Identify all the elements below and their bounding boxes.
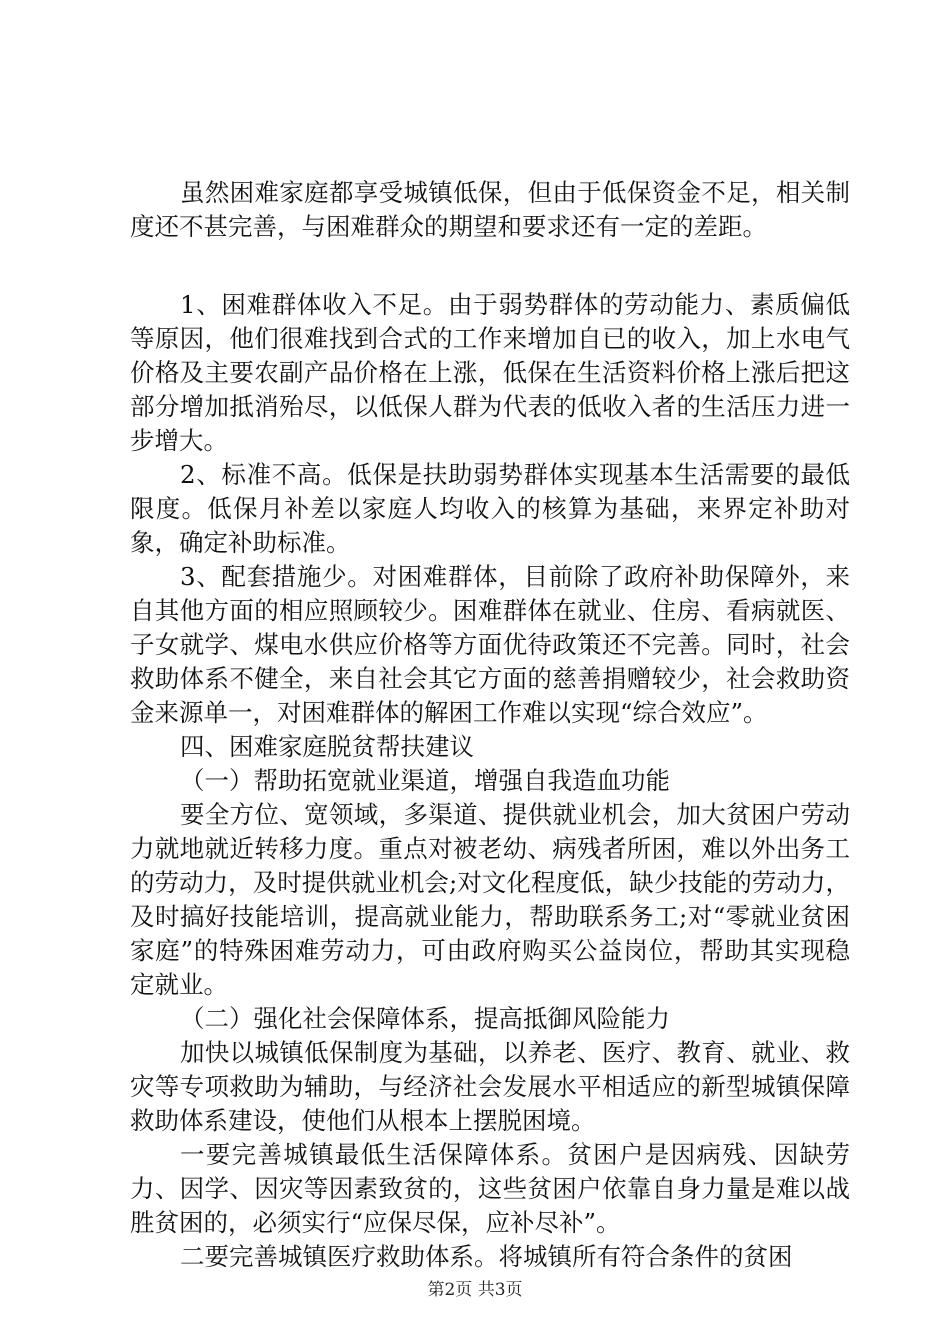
paragraph-minimum-living: 一要完善城镇最低生活保障体系。贫困户是因病残、因缺劳力、因学、因灾等因素致贫的，这些贫困户依靠自身力量是难以战胜贫困的，必须实行“应保尽保，应补尽补”。 <box>130 1140 850 1237</box>
subheading-2: （二）强化社会保障体系，提高抵御风险能力 <box>180 1004 670 1033</box>
paragraph-employment: 要全方位、宽领域，多渠道、提供就业机会，加大贫困户劳动力就地就近转移力度。重点对被老幼、病残者所困，难以外出务工的劳动力，及时提供就业机会;对文化程度低，缺少技能的劳动力，及时搞好技能培训，提高就业能力，帮助联系务工;对“零就业贫困家庭”的特殊困难劳动力，可由政府购买公益岗位，帮助其实现稳定就业。 <box>130 800 850 999</box>
paragraph-social-security: 加快以城镇低保制度为基础，以养老、医疗、教育、就业、救灾等专项救助为辅助，与经济社会发展水平相适应的新型城镇保障救助体系建设，使他们从根本上摆脱困境。 <box>130 1038 850 1135</box>
document-body <box>130 176 850 1274</box>
paragraph-intro: 虽然困难家庭都享受城镇低保，但由于低保资金不足，相关制度还不甚完善，与困难群众的期望和要求还有一定的差距。 <box>130 178 850 241</box>
paragraph-point-2: 2、标准不高。低保是扶助弱势群体实现基本生活需要的最低限度。低保月补差以家庭人均收入的核算为基础，来界定补助对象，确定补助标准。 <box>130 460 850 557</box>
section-heading-4: 四、困难家庭脱贫帮扶建议 <box>180 732 474 761</box>
paragraph-point-3: 3、配套措施少。对困难群体，目前除了政府补助保障外，来自其他方面的相应照顾较少。困难群体在就业、住房、看病就医、子女就学、煤电水供应价格等方面优待政策还不完善。同时，社会救助体系不健全，来自社会其它方面的慈善捐赠较少，社会救助资金来源单一，对困难群体的解困工作难以实现“综合效应”。 <box>130 562 850 727</box>
paragraph-medical-aid: 二要完善城镇医疗救助体系。将城镇所有符合条件的贫困 <box>180 1242 793 1271</box>
page-number-footer: 第2页 共3页 <box>427 1280 523 1300</box>
paragraph-point-1: 1、困难群体收入不足。由于弱势群体的劳动能力、素质偏低等原因，他们很难找到合式的工作来增加自已的收入，加上水电气价格及主要农副产品价格在上涨，低保在生活资料价格上涨后把这部分增加抵消殆尽，以低保人群为代表的低收入者的生活压力进一步增大。 <box>130 290 850 455</box>
subheading-1: （一）帮助拓宽就业渠道，增强自我造血功能 <box>180 766 670 795</box>
